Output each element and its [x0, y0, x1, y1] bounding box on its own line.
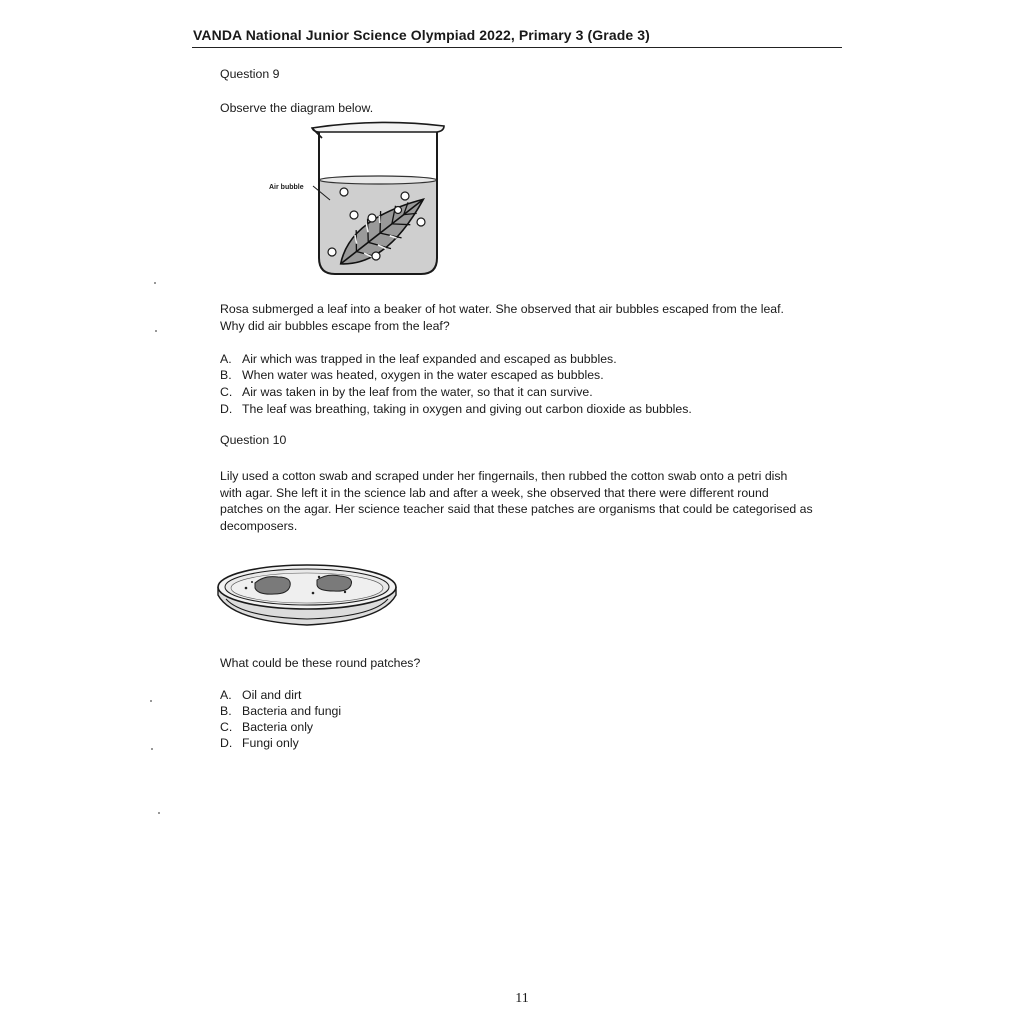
- question-10-heading: Question 10: [220, 433, 287, 447]
- question-9-heading: Question 9: [220, 67, 280, 81]
- option-letter: C.: [220, 385, 233, 399]
- scan-speck: [155, 330, 157, 332]
- option-letter: A.: [220, 688, 232, 702]
- option-text: Bacteria and fungi: [242, 704, 342, 718]
- question-9-stem: [220, 301, 820, 334]
- option-letter: B.: [220, 704, 232, 718]
- question-9-option-b: [220, 367, 604, 383]
- beaker-leaf-illustration: [300, 118, 460, 288]
- question-9-instruction: Observe the diagram below.: [220, 101, 374, 115]
- option-text: Air was taken in by the leaf from the water, so that it can survive.: [242, 385, 593, 399]
- option-text: The leaf was breathing, taking in oxygen and giving out carbon dioxide as bubbles.: [242, 402, 692, 416]
- scan-speck: [151, 748, 153, 750]
- option-letter: D.: [220, 402, 233, 416]
- option-letter: D.: [220, 736, 233, 750]
- question-9-option-c: [220, 384, 593, 400]
- option-letter: C.: [220, 720, 233, 734]
- question-10-stem: [220, 468, 820, 534]
- option-letter: A.: [220, 352, 232, 366]
- question-10-option-a: [220, 687, 301, 703]
- scan-speck: [154, 282, 156, 284]
- stem-line: with agar. She left it in the science lab and after a week, she observed that there were different round: [220, 485, 769, 500]
- option-text: Air which was trapped in the leaf expanded and escaped as bubbles.: [242, 352, 617, 366]
- question-10-option-b: [220, 703, 341, 719]
- stem-line: decomposers.: [220, 518, 298, 533]
- header-rule: [192, 47, 842, 48]
- stem-line: Lily used a cotton swab and scraped under her fingernails, then rubbed the cotton swab onto a petri dish: [220, 469, 788, 483]
- page-number: 11: [515, 991, 529, 1006]
- option-text: Oil and dirt: [242, 688, 302, 702]
- header-title: VANDA National Junior Science Olympiad 2022, Primary 3 (Grade 3): [193, 27, 650, 43]
- question-10-option-d: [220, 735, 299, 751]
- stem-line: Why did air bubbles escape from the leaf?: [220, 318, 450, 333]
- scan-speck: [150, 700, 152, 702]
- stem-line: Rosa submerged a leaf into a beaker of hot water. She observed that air bubbles escaped from the leaf.: [220, 302, 784, 316]
- question-9-option-d: [220, 401, 692, 417]
- stem-line: patches on the agar. Her science teacher said that these patches are organisms that could be categorised as: [220, 502, 813, 516]
- option-text: Fungi only: [242, 736, 299, 750]
- option-letter: B.: [220, 368, 232, 382]
- question-10-option-c: [220, 719, 313, 735]
- air-bubble-label: Air bubble: [269, 184, 304, 191]
- option-text: When water was heated, oxygen in the water escaped as bubbles.: [242, 368, 604, 382]
- option-text: Bacteria only: [242, 720, 314, 734]
- question-10-question: What could be these round patches?: [220, 656, 421, 670]
- petri-dish-illustration: [212, 555, 402, 635]
- question-9-option-a: [220, 351, 617, 367]
- scan-speck: [158, 812, 160, 814]
